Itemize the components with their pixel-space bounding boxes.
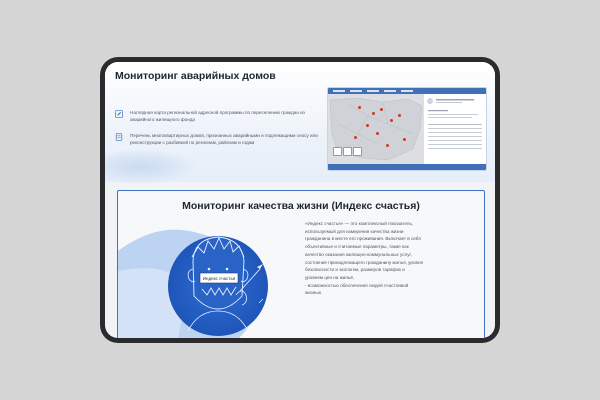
- map-zoom-control[interactable]: [333, 147, 342, 156]
- map-pin[interactable]: [354, 136, 357, 139]
- map-pin[interactable]: [386, 144, 389, 147]
- map-view[interactable]: [328, 94, 424, 164]
- map-app-footer: [328, 164, 486, 170]
- section1-title: Мониторинг аварийных домов: [115, 70, 276, 82]
- description-paragraph: «Индекс счастья» — это комплексный показатель, используемый для измерения качества жизни гражданина в месте его проживания. Включает в себя объективные и считаемые параметры, такие как качество оказания жилищно-коммунальных услуг, состояние принадлежащего гражданину жилья, уровня безопасности и экологии, размеров тарифов и уровнем цен на жильё,: [305, 221, 423, 280]
- map-camera-control[interactable]: [343, 147, 352, 156]
- description-paragraph: - возможностью обеспечения людей счастливой жизнью: [305, 282, 409, 296]
- section-emergency-housing: [105, 62, 495, 182]
- map-pin[interactable]: [390, 119, 393, 122]
- tablet-screen: [105, 62, 495, 338]
- map-pin[interactable]: [403, 138, 406, 141]
- section-happiness-index: [117, 190, 485, 338]
- map-pin[interactable]: [366, 124, 369, 127]
- map-pin[interactable]: [398, 114, 401, 117]
- map-info-panel: [424, 94, 486, 164]
- map-pin[interactable]: [372, 112, 375, 115]
- tablet-frame: [100, 57, 500, 343]
- happiness-sign-text: Индекс счастья: [202, 276, 236, 281]
- map-app-preview[interactable]: [327, 87, 487, 171]
- map-pin[interactable]: [358, 106, 361, 109]
- info-panel-lines: [424, 94, 486, 164]
- feature-text: Наглядная карта региональной адресной программы по переселению граждан из аварийного жилищного фонда: [130, 110, 305, 123]
- section2-title: Мониторинг качества жизни (Индекс счастья): [182, 200, 420, 212]
- map-layers-control[interactable]: [353, 147, 362, 156]
- document-icon: [115, 133, 123, 141]
- happiness-description: [305, 220, 423, 297]
- map-pin[interactable]: [376, 132, 379, 135]
- map-pin[interactable]: [380, 108, 383, 111]
- feature-item-map: [115, 109, 325, 124]
- feature-text: Перечень многоквартирных домов, признанных аварийными и подлежащими сносу или реконструкции с разбивкой по регионам, районам и годам: [130, 133, 318, 146]
- decorative-blob: [105, 150, 195, 184]
- edit-icon: [115, 110, 123, 118]
- happiness-illustration: [118, 191, 318, 338]
- feature-item-list: [115, 132, 325, 147]
